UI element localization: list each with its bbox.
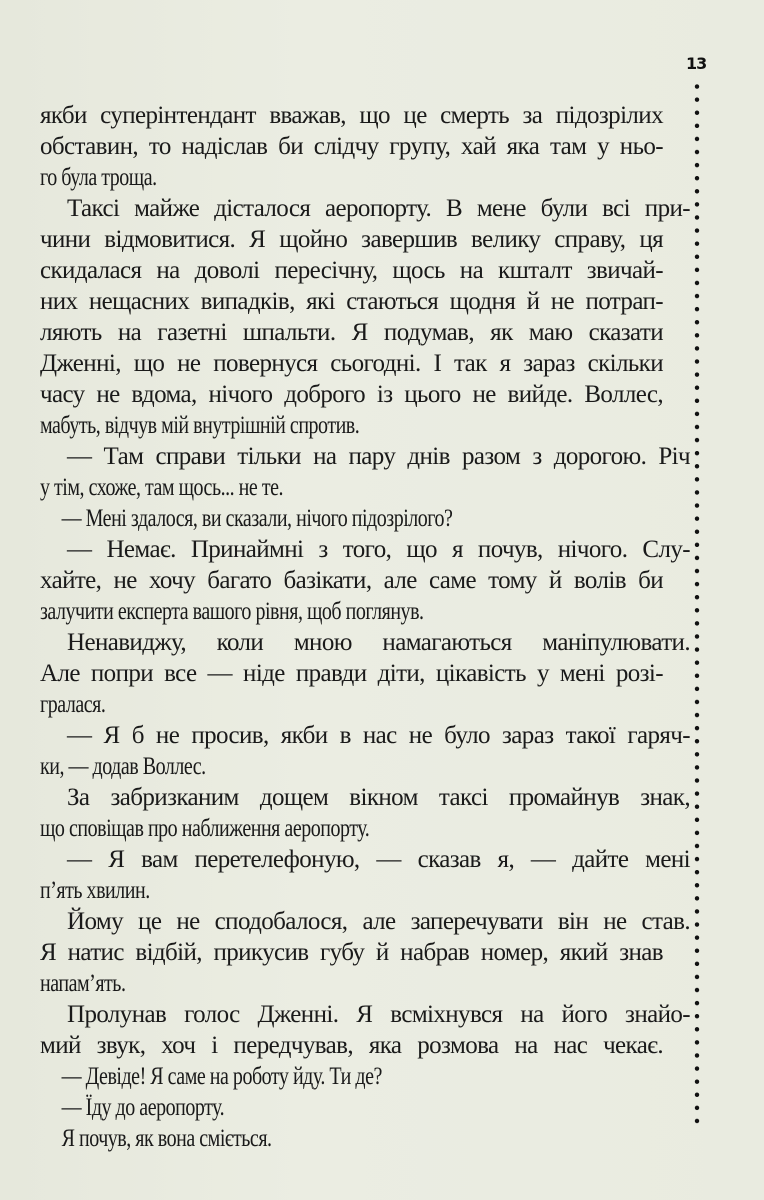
- text-line: хайте, не хочу багато базікати, але саме тому й волів би: [40, 567, 663, 594]
- text-line: — Я б не просив, якби в нас не було зараз такої гаряч-: [67, 722, 690, 749]
- text-line: Ненавиджу, коли мною намагаються маніпулювати.: [67, 629, 690, 656]
- text-line: залучити експерта вашого рівня, щоб поглянув.: [40, 598, 424, 625]
- text-line: мабуть, відчув мій внутрішній спротив.: [40, 412, 360, 439]
- text-line: ки, — додав Воллес.: [40, 753, 206, 780]
- text-line: За забризканим дощем вікном таксі промайнув знак,: [67, 784, 690, 811]
- text-line: Я почув, як вона сміється.: [61, 1125, 272, 1152]
- text-line: — Немає. Принаймні з того, що я почув, нічого. Слу-: [67, 536, 690, 563]
- text-line: Але попри все — ніде правди діти, цікавість у мені розі-: [40, 660, 663, 687]
- text-line: Дженні, що не повернуся сьогодні. І так я зараз скільки: [40, 350, 663, 377]
- text-line: якби суперінтендант вважав, що це смерть за підозрілих: [40, 102, 663, 129]
- text-line: напам’ять.: [40, 970, 126, 997]
- dotted-margin-rule: [694, 80, 700, 1130]
- text-line: п’ять хвилин.: [40, 877, 150, 904]
- text-line: Йому це не сподобалося, але заперечувати він не став.: [67, 908, 690, 935]
- text-line: — Девіде! Я саме на роботу йду. Ти де?: [61, 1063, 382, 1090]
- text-line: — Там справи тільки на пару днів разом з дорогою. Річ: [67, 443, 690, 470]
- text-line: них нещасних випадків, які стаються щодня й не потрап-: [40, 288, 663, 315]
- text-line: го була троща.: [40, 164, 157, 191]
- text-line: Таксі майже дісталося аеропорту. В мене були всі при-: [67, 195, 690, 222]
- text-line: часу не вдома, нічого доброго із цього не вийде. Воллес,: [40, 381, 663, 408]
- text-line: гралася.: [40, 691, 106, 718]
- text-line: ляють на газетні шпальти. Я подумав, як маю сказати: [40, 319, 663, 346]
- text-line: Я натис відбій, прикусив губу й набрав номер, який знав: [40, 939, 663, 966]
- page-number: 13: [686, 54, 707, 73]
- text-line: мий звук, хоч і передчував, яка розмова на нас чекає.: [40, 1032, 663, 1059]
- text-line: що сповіщав про наближення аеропорту.: [40, 815, 370, 842]
- text-line: обставин, то надіслав би слідчу групу, хай яка там у ньо-: [40, 133, 663, 160]
- text-line: скидалася на доволі пересічну, щось на кшталт звичай-: [40, 257, 663, 284]
- text-line: — Я вам перетелефоную, — сказав я, — дайте мені: [67, 846, 690, 873]
- text-line: Пролунав голос Дженні. Я всміхнувся на його знайо-: [67, 1001, 690, 1028]
- text-line: у тім, схоже, там щось... не те.: [40, 474, 283, 501]
- text-line: — Їду до аеропорту.: [61, 1094, 225, 1121]
- body-text: [40, 100, 690, 1154]
- text-line: чини відмовитися. Я щойно завершив велику справу, ця: [40, 226, 663, 253]
- text-line: — Мені здалося, ви сказали, нічого підозрілого?: [61, 505, 453, 532]
